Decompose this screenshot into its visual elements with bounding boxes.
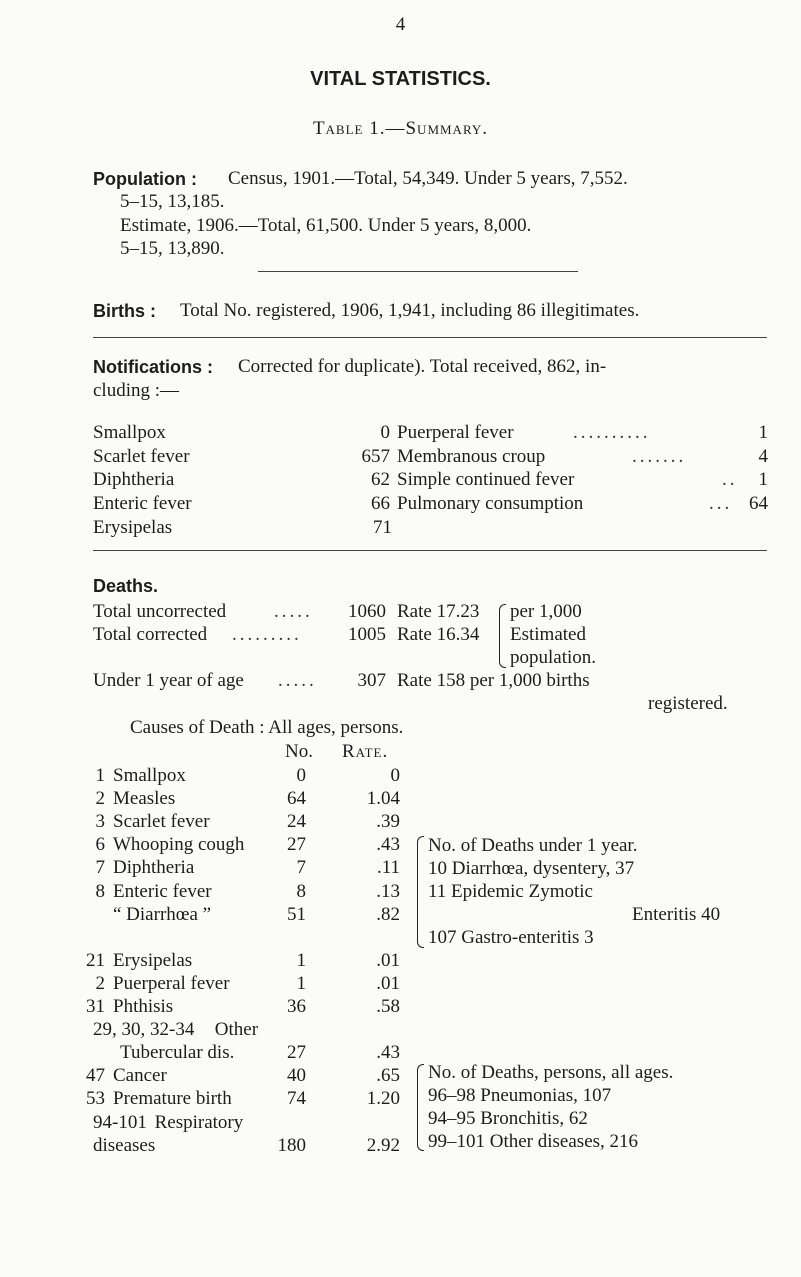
population-line-4: 5–15, 13,890. — [120, 238, 225, 259]
cause-rate: .82 — [376, 903, 400, 925]
dot-leader: ..... — [278, 670, 317, 691]
notification-value: 4 — [758, 446, 768, 467]
registered-text: registered. — [648, 693, 728, 714]
notification-value: 657 — [361, 446, 390, 467]
cause-no: 74 — [287, 1088, 306, 1110]
cause-rate: 1.20 — [366, 1088, 400, 1110]
divider — [258, 271, 578, 272]
population-label: Population : — [93, 169, 197, 189]
causes-title: Causes of Death : All ages, persons. — [130, 717, 404, 738]
notification-item: Scarlet fever — [93, 446, 190, 467]
dot-leader: ......... — [232, 624, 302, 645]
cause-name: Whooping cough — [113, 834, 245, 856]
cause-code: 31 — [86, 996, 105, 1017]
cause-rate: .43 — [376, 834, 400, 856]
col-rate-header: Rate. — [342, 741, 389, 762]
notification-value: 71 — [373, 517, 392, 538]
cause-name-cont: Tubercular dis. — [120, 1042, 235, 1064]
cause-name: Diphtheria — [113, 857, 195, 879]
resp-note-line: 99–101 Other diseases, 216 — [428, 1131, 639, 1152]
cause-name: Respiratory — [154, 1111, 244, 1133]
population-line-2: 5–15, 13,185. — [120, 191, 225, 212]
cause-code: 6 — [95, 834, 105, 856]
notifications-line-2: cluding :— — [93, 380, 180, 401]
resp-note-title: No. of Deaths, persons, all ages. — [428, 1062, 674, 1083]
cause-no: 1 — [296, 949, 306, 971]
bracket-text: population. — [510, 647, 597, 668]
cause-rate: 1.04 — [366, 788, 400, 810]
cause-no: 180 — [277, 1134, 306, 1156]
deaths-row-label: Total uncorrected — [93, 601, 227, 622]
deaths-row-rate: Rate 17.23 — [397, 601, 480, 622]
cause-code: 53 — [86, 1088, 105, 1110]
cause-rate: .01 — [376, 972, 400, 994]
cause-name: Smallpox — [113, 765, 186, 786]
cause-rate: 2.92 — [366, 1134, 400, 1156]
divider — [93, 337, 767, 338]
resp-note-line: 94–95 Bronchitis, 62 — [428, 1108, 588, 1129]
cause-no: 7 — [296, 857, 306, 879]
cause-name: Phthisis — [113, 996, 174, 1017]
cause-code: 47 — [86, 1065, 105, 1087]
cause-name: Measles — [113, 788, 176, 810]
resp-note-line: 96–98 Pneumonias, 107 — [428, 1085, 612, 1106]
col-no-header: No. — [285, 741, 313, 762]
dot-leader: ....... — [632, 446, 687, 467]
deaths-row-value: 1005 — [348, 624, 386, 645]
divider — [93, 550, 767, 551]
cause-code: 2 — [95, 972, 105, 994]
notification-item: Diphtheria — [93, 469, 175, 490]
infant-note-line: Enteritis 40 — [632, 904, 721, 925]
bracket-text: Estimated — [510, 624, 586, 645]
cause-code: 2 — [95, 788, 105, 810]
cause-rate: .11 — [376, 857, 400, 879]
notification-item: Enteric fever — [93, 493, 192, 514]
cause-no: 1 — [296, 972, 306, 994]
notification-item: Pulmonary consumption — [397, 493, 584, 514]
infant-note-line: 11 Epidemic Zymotic — [428, 881, 593, 902]
cause-no: 8 — [296, 880, 306, 902]
cause-no: 27 — [287, 1042, 306, 1064]
deaths-row-rate: Rate 158 per 1,000 births — [397, 670, 590, 691]
dot-leader: .......... — [573, 422, 651, 443]
dot-leader: ... — [709, 493, 733, 514]
table-title: Table 1.—Summary. — [312, 118, 489, 139]
notifications-line-1: Corrected for duplicate). Total received, 862, in- — [238, 356, 607, 377]
notification-value: 1 — [758, 422, 768, 443]
bracket — [417, 1064, 424, 1151]
cause-name: “ Diarrhœa ” — [113, 903, 212, 925]
cause-name: Scarlet fever — [113, 811, 210, 833]
notification-item: Erysipelas — [93, 517, 173, 538]
cause-no: 36 — [287, 996, 306, 1017]
cause-name: Enteric fever — [113, 880, 212, 902]
cause-code: 1 — [95, 765, 105, 786]
notification-value: 64 — [749, 493, 768, 514]
cause-name: Cancer — [113, 1065, 167, 1087]
cause-rate: .58 — [376, 996, 400, 1017]
cause-rate: .43 — [376, 1042, 400, 1064]
cause-rate: 0 — [390, 765, 400, 786]
notification-item: Smallpox — [93, 422, 166, 443]
page-heading: VITAL STATISTICS. — [310, 68, 491, 90]
cause-code: 29, 30, 32-34 — [93, 1019, 195, 1041]
notification-item: Simple continued fever — [397, 469, 575, 490]
cause-code: 7 — [95, 857, 105, 879]
deaths-label: Deaths. — [93, 576, 159, 596]
cause-name: Puerperal fever — [113, 972, 230, 994]
notification-value: 0 — [380, 422, 390, 443]
cause-name: Other — [214, 1019, 259, 1041]
bracket — [499, 604, 506, 668]
infant-note-title: No. of Deaths under 1 year. — [428, 835, 638, 856]
infant-note-line: 107 Gastro-enteritis 3 — [428, 927, 594, 948]
cause-name: Premature birth — [113, 1088, 232, 1110]
cause-no: 24 — [287, 811, 306, 833]
deaths-row-label: Under 1 year of age — [93, 670, 244, 691]
cause-no: 27 — [287, 834, 306, 856]
cause-rate: .65 — [376, 1065, 400, 1087]
population-line-3: Estimate, 1906.—Total, 61,500. Under 5 years, 8,000. — [120, 215, 532, 236]
deaths-row-label: Total corrected — [93, 624, 208, 645]
cause-no: 0 — [296, 765, 306, 786]
cause-no: 40 — [287, 1065, 306, 1087]
dot-leader: ..... — [274, 601, 313, 622]
cause-name: Erysipelas — [113, 949, 193, 971]
cause-rate: .39 — [376, 811, 400, 833]
notifications-label: Notifications : — [93, 357, 213, 377]
cause-code: 21 — [86, 949, 105, 971]
dot-leader: .. — [722, 469, 738, 490]
deaths-row-value: 307 — [357, 670, 386, 691]
notification-value: 62 — [371, 469, 390, 490]
cause-code: 3 — [95, 811, 105, 833]
births-label: Births : — [93, 301, 156, 321]
cause-code: 8 — [95, 880, 105, 902]
bracket — [417, 836, 424, 948]
cause-code: 94-101 — [93, 1111, 147, 1133]
cause-no: 51 — [287, 903, 306, 925]
deaths-row-value: 1060 — [348, 601, 386, 622]
page-number: 4 — [395, 14, 406, 35]
infant-note-line: 10 Diarrhœa, dysentery, 37 — [428, 858, 635, 879]
cause-rate: .01 — [376, 949, 400, 971]
notification-value: 66 — [371, 493, 390, 514]
notification-value: 1 — [758, 469, 768, 490]
population-line-1: Census, 1901.—Total, 54,349. Under 5 years, 7,552. — [228, 168, 628, 189]
cause-rate: .13 — [376, 880, 400, 902]
births-text: Total No. registered, 1906, 1,941, including 86 illegitimates. — [180, 300, 640, 321]
cause-no: 64 — [287, 788, 306, 810]
bracket-text: per 1,000 — [510, 601, 582, 622]
notification-item: Puerperal fever — [397, 422, 514, 443]
deaths-row-rate: Rate 16.34 — [397, 624, 480, 645]
notification-item: Membranous croup — [397, 446, 546, 467]
cause-name-cont: diseases — [93, 1134, 156, 1156]
